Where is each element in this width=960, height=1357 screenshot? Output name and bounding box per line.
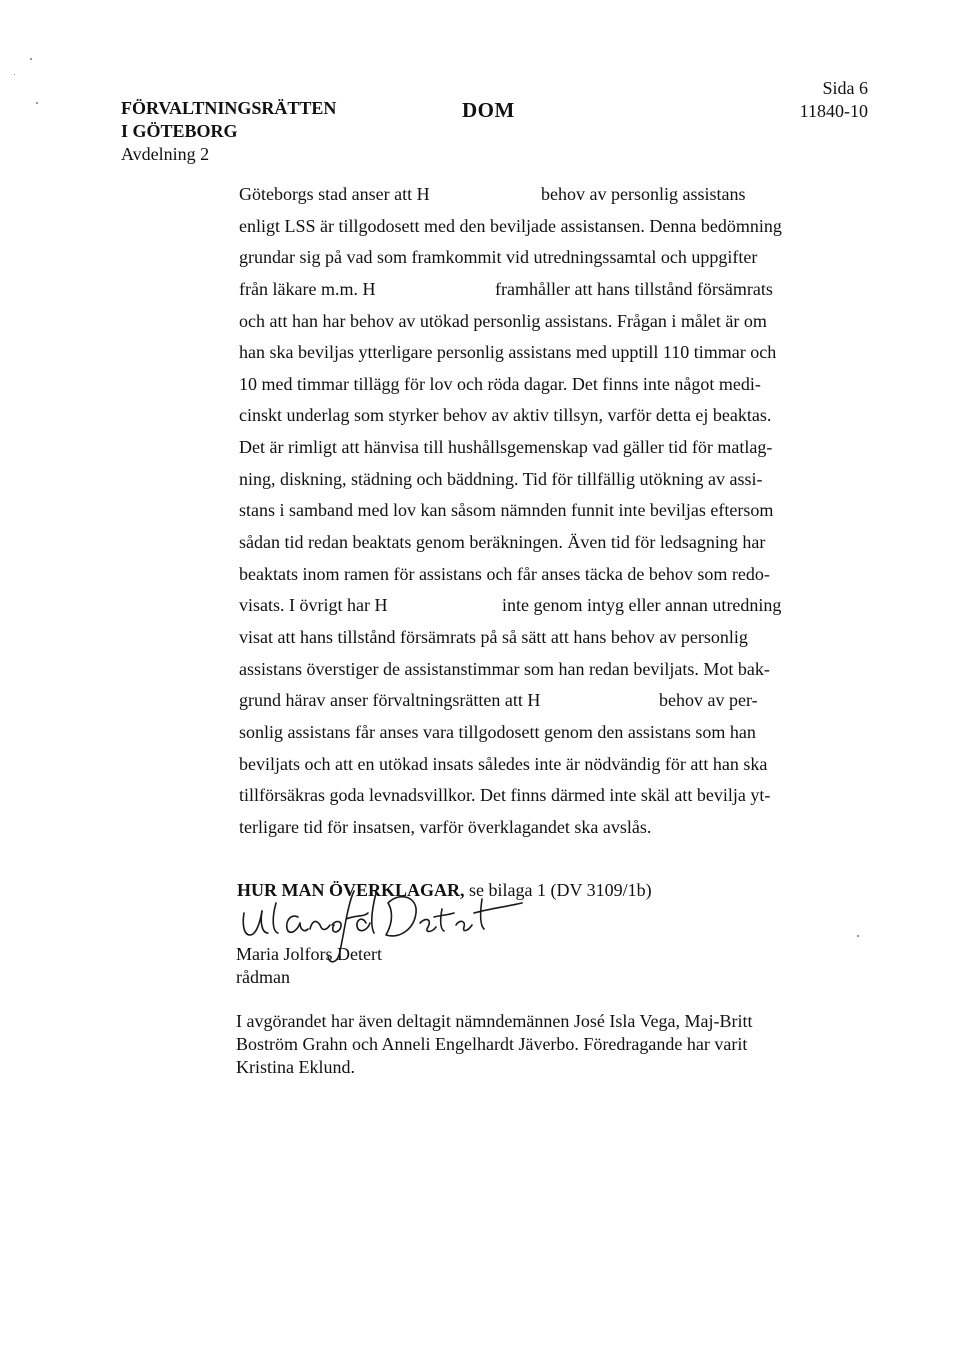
body-line: han ska beviljas ytterligare personlig assistans med upptill 110 timmar och	[239, 342, 777, 363]
appeal-heading: HUR MAN ÖVERKLAGAR,	[237, 880, 465, 900]
scan-speck	[36, 102, 38, 104]
body-line: cinskt underlag som styrker behov av aktiv tillsyn, varför detta ej beaktas.	[239, 405, 772, 426]
body-line: beviljats och att en utökad insats således inte är nödvändig för att han ska	[239, 753, 768, 774]
body-line: terligare tid för insatsen, varför överklagandet ska avslås.	[239, 816, 652, 837]
line-text-end: behov av per-	[659, 690, 758, 711]
court-city: I GÖTEBORG	[121, 121, 238, 141]
court-header	[121, 97, 336, 166]
line-text-end: behov av personlig assistans	[541, 184, 746, 204]
body-line	[239, 274, 799, 306]
scan-speck	[857, 935, 859, 937]
body-line	[239, 590, 799, 622]
body-line: stans i samband med lov kan såsom nämnden funnit inte beviljas eftersom	[239, 500, 774, 521]
body-line: sonlig assistans får anses vara tillgodosett genom den assistans som han	[239, 721, 756, 742]
appeal-reference: se bilaga 1 (DV 3109/1b)	[464, 880, 652, 900]
body-line: assistans överstiger de assistanstimmar som han redan beviljats. Mot bak-	[239, 658, 770, 679]
body-line: 10 med timmar tillägg för lov och röda dagar. Det finns inte något medi-	[239, 373, 761, 394]
case-number: 11840-10	[799, 101, 868, 121]
line-text-start: från läkare m.m. H	[239, 278, 376, 299]
body-line: sådan tid redan beaktats genom beräkningen. Även tid för ledsagning har	[239, 532, 766, 553]
scan-speck	[30, 58, 32, 60]
page-number: Sida 6	[822, 78, 868, 98]
judgment-body	[239, 179, 799, 843]
body-line: och att han har behov av utökad personlig assistans. Frågan i målet är om	[239, 310, 767, 331]
line-text-start: visats. I övrigt har H	[239, 595, 388, 616]
page-info	[800, 77, 868, 123]
body-line: visat att hans tillstånd försämrats på så sätt att hans behov av personlig	[239, 626, 748, 647]
body-line	[239, 685, 799, 717]
signer-title: rådman	[236, 967, 290, 987]
body-line: ning, diskning, städning och bäddning. Tid för tillfällig utökning av assi-	[239, 468, 763, 489]
body-line: enligt LSS är tillgodosett med den beviljade assistansen. Denna bedömning	[239, 215, 782, 236]
court-division: Avdelning 2	[121, 144, 210, 164]
line-text-start: Göteborgs stad anser att H	[239, 184, 430, 204]
body-line: tillförsäkras goda levnadsvillkor. Det finns därmed inte skäl att bevilja yt-	[239, 785, 771, 806]
scan-speck	[14, 74, 15, 75]
body-line: beaktats inom ramen för assistans och får anses täcka de behov som redo-	[239, 563, 770, 584]
document-type: DOM	[462, 98, 515, 122]
body-line	[239, 179, 799, 211]
court-name: FÖRVALTNINGSRÄTTEN	[121, 98, 337, 118]
body-line: grundar sig på vad som framkommit vid utredningssamtal och uppgifter	[239, 247, 758, 268]
line-text-end: framhåller att hans tillstånd försämrats	[495, 278, 773, 299]
line-text-start: grund härav anser förvaltningsrätten att H	[239, 690, 541, 711]
participants-note: I avgörandet har även deltagit nämndemännen José Isla Vega, Maj-Britt Boström Grahn och Anneli Engelhardt Jäverbo. Föredragande har varit Kristina Eklund.	[236, 1011, 753, 1077]
signer-name: Maria Jolfors Detert	[236, 944, 382, 964]
signer-block	[236, 943, 382, 989]
line-text-end: inte genom intyg eller annan utredning	[502, 595, 782, 616]
body-line: Det är rimligt att hänvisa till hushållsgemenskap vad gäller tid för matlag-	[239, 437, 773, 458]
